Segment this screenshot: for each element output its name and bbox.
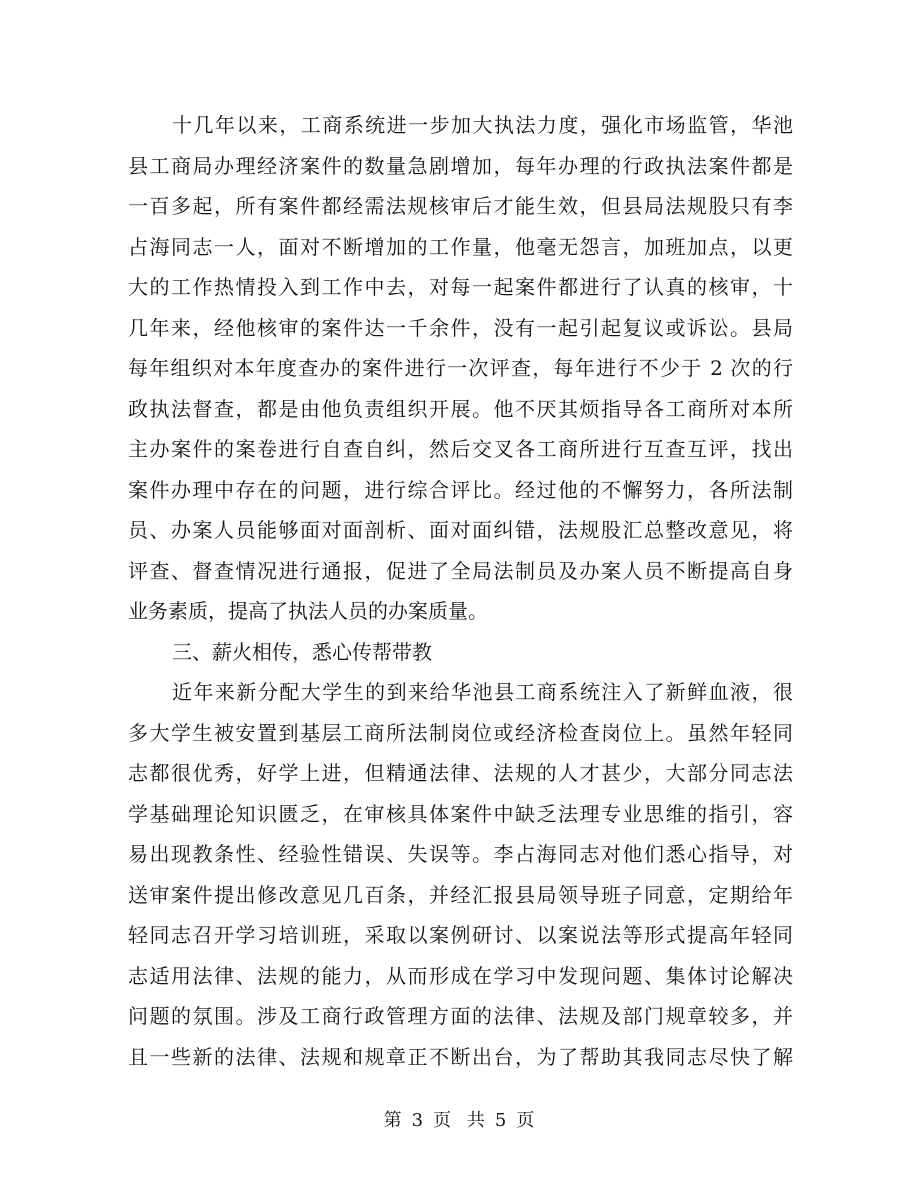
paragraph-1	[128, 105, 793, 632]
text-line: 近年来新分配大学生的到来给华池县工商系统注入了新鲜血液，很	[172, 680, 793, 704]
text-line: 政执法督查，都是由他负责组织开展。他不厌其烦指导各工商所对本所	[128, 396, 793, 421]
text-line: 业务素质，提高了执法人员的办案质量。	[128, 599, 488, 623]
footer-middle: 页 共	[433, 1110, 487, 1131]
text-line: 大的工作热情投入到工作中去，对每一起案件都进行了认真的核审，十	[128, 275, 793, 299]
footer-prefix: 第	[383, 1110, 404, 1131]
text-line: 案件办理中存在的问题，进行综合评比。经过他的不懈努力，各所法制	[128, 477, 793, 502]
heading-line: 三、薪火相传，悉心传帮带教	[172, 639, 432, 664]
text-line: 问题的氛围。涉及工商行政管理方面的法律、法规及部门规章较多，并	[128, 1004, 793, 1028]
text-line: 送审案件提出修改意见几百条，并经汇报县局领导班子同意，定期给年	[128, 882, 793, 907]
text-line: 占海同志一人，面对不断增加的工作量，他毫无怨言，加班加点，以更	[128, 234, 793, 259]
text-line: 学基础理论知识匮乏，在审核具体案件中缺乏法理专业思维的指引，容	[128, 801, 793, 826]
text-line: 县工商局办理经济案件的数量急剧增加，每年办理的行政执法案件都是	[128, 153, 793, 178]
footer-suffix: 页	[516, 1110, 537, 1131]
text-line: 主办案件的案卷进行自查自纠，然后交叉各工商所进行互查互评，找出	[128, 437, 793, 461]
text-line: 几年来，经他核审的案件达一千余件，没有一起引起复议或诉讼。县局	[128, 315, 793, 340]
text-line: 易出现教条性、经验性错误、失误等。李占海同志对他们悉心指导，对	[128, 842, 793, 866]
text-line: 每年组织对本年度查办的案件进行一次评查，每年进行不少于 2 次的行	[128, 356, 793, 380]
text-line: 十几年以来，工商系统进一步加大执法力度，强化市场监管，华池	[172, 113, 793, 137]
section-heading	[128, 632, 793, 673]
paragraph-3	[128, 672, 793, 1077]
footer-page-number: 3	[411, 1110, 426, 1131]
text-line: 志都很优秀，好学上进，但精通法律、法规的人才甚少，大部分同志法	[128, 761, 793, 785]
text-line: 志适用法律、法规的能力，从而形成在学习中发现问题、集体讨论解决	[128, 963, 793, 988]
body-text	[128, 105, 793, 1077]
footer-total-pages: 5	[494, 1110, 509, 1131]
text-line: 轻同志召开学习培训班，采取以案例研讨、以案说法等形式提高年轻同	[128, 923, 793, 947]
page-footer	[0, 1106, 920, 1132]
text-line: 评查、督查情况进行通报，促进了全局法制员及办案人员不断提高自身	[128, 558, 793, 583]
text-line: 多大学生被安置到基层工商所法制岗位或经济检查岗位上。虽然年轻同	[128, 720, 793, 745]
text-line: 员、办案人员能够面对面剖析、面对面纠错，法规股汇总整改意见，将	[128, 518, 793, 542]
text-line: 且一些新的法律、法规和规章正不断出台，为了帮助其我同志尽快了解	[128, 1044, 793, 1069]
text-line: 一百多起，所有案件都经需法规核审后才能生效，但县局法规股只有李	[128, 194, 793, 218]
